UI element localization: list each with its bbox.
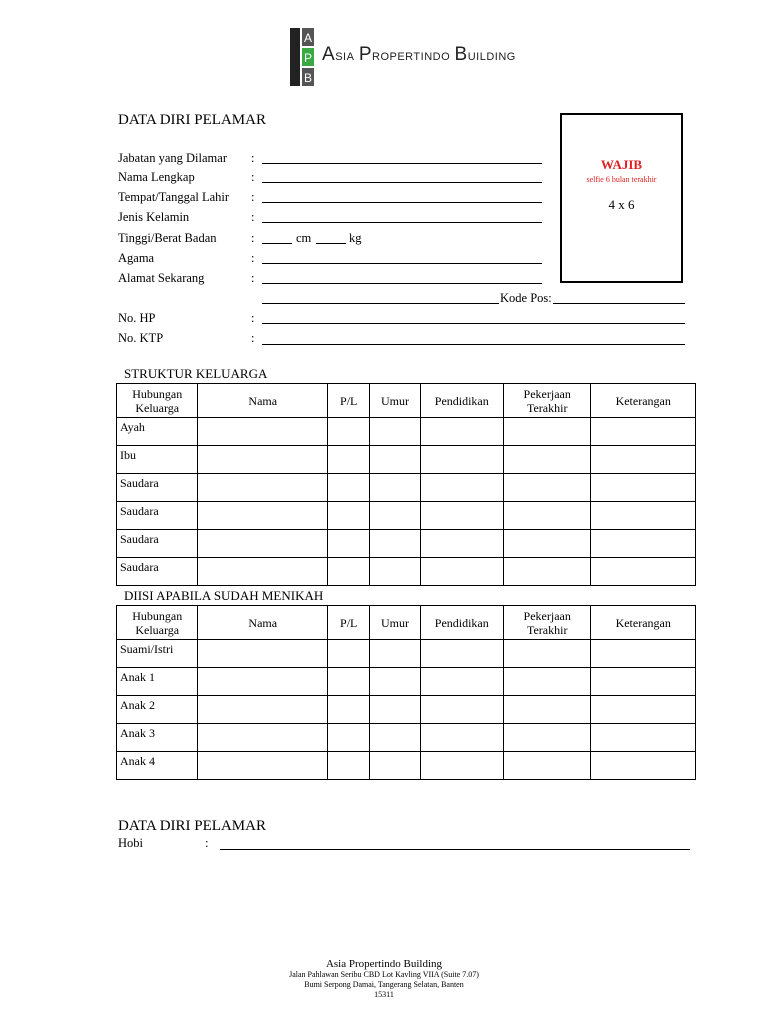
row-label: Anak 1 [117,668,198,696]
column-header: Umur [370,606,420,640]
column-header: Keterangan [591,384,696,418]
cell[interactable] [370,724,420,752]
column-header: Pekerjaan Terakhir [503,384,590,418]
cell[interactable] [420,752,503,780]
cell[interactable] [328,530,370,558]
cell[interactable] [591,418,696,446]
field-colon: : [251,151,255,165]
cm-unit: cm [296,231,312,245]
cell[interactable] [591,752,696,780]
cell[interactable] [591,668,696,696]
table-row [117,474,696,502]
field-colon: : [251,271,255,285]
cell[interactable] [198,474,328,502]
no-hp-field[interactable] [262,323,685,324]
field-label-alamat: Alamat Sekarang [118,271,205,285]
row-label: Suami/Istri [117,640,198,668]
cell[interactable] [328,724,370,752]
footer-address-line: Jalan Pahlawan Seribu CBD Lot Kavling VIIA (Suite 7.07) [289,970,479,979]
table-row [117,446,696,474]
photo-box[interactable] [560,113,683,283]
field-colon: : [251,231,255,245]
table-row [117,752,696,780]
cell[interactable] [328,640,370,668]
field-label-jabatan: Jabatan yang Dilamar [118,151,227,165]
row-label: Saudara [117,502,198,530]
cell[interactable] [370,668,420,696]
married-section-title: DIISI APABILA SUDAH MENIKAH [124,588,324,603]
cell[interactable] [198,668,328,696]
no-ktp-field[interactable] [262,344,685,345]
cell[interactable] [198,752,328,780]
photo-size: 4 x 6 [608,197,635,212]
cell[interactable] [503,668,590,696]
cell[interactable] [370,640,420,668]
family-table [116,383,696,586]
cell[interactable] [328,502,370,530]
column-header: Pendidikan [420,606,503,640]
cell[interactable] [503,724,590,752]
field-label-nama: Nama Lengkap [118,170,195,184]
row-label: Saudara [117,474,198,502]
cell[interactable] [370,752,420,780]
column-header: P/L [328,384,370,418]
company-logo-mark [288,26,318,88]
photo-required-label: WAJIB [600,157,643,172]
cell[interactable] [198,640,328,668]
footer-address-line: Bumi Serpong Damai, Tangerang Selatan, Banten [304,980,464,989]
cell[interactable] [328,696,370,724]
svg-text:A: A [304,31,313,45]
column-header: P/L [328,606,370,640]
footer-postal-code: 15311 [374,990,394,999]
table-row [117,668,696,696]
cell[interactable] [370,474,420,502]
field-colon: : [251,170,255,184]
field-colon: : [205,836,209,850]
field-label-jenis-kelamin: Jenis Kelamin [118,210,190,224]
footer [0,958,768,1000]
field-label-no-ktp: No. KTP [118,331,164,345]
cell[interactable] [591,502,696,530]
row-label: Anak 2 [117,696,198,724]
cell[interactable] [198,724,328,752]
cell[interactable] [503,474,590,502]
field-label-no-hp: No. HP [118,311,156,325]
field-label-hobi: Hobi [118,836,143,850]
cell[interactable] [420,502,503,530]
column-header: Pekerjaan Terakhir [503,606,590,640]
cell[interactable] [328,418,370,446]
cell[interactable] [420,640,503,668]
cell[interactable] [503,530,590,558]
cell[interactable] [370,418,420,446]
jabatan-field[interactable] [262,163,542,164]
footer-company-name: Asia Propertindo Building [325,958,443,970]
cell[interactable] [370,502,420,530]
column-header: Nama [198,606,328,640]
cell[interactable] [503,696,590,724]
field-colon: : [251,311,255,325]
row-label: Anak 3 [117,724,198,752]
jenis-kelamin-field[interactable] [262,222,542,223]
cell[interactable] [420,446,503,474]
cell[interactable] [591,724,696,752]
column-header: Umur [370,384,420,418]
field-label-tinggi-berat: Tinggi/Berat Badan [118,231,217,245]
cell[interactable] [420,668,503,696]
cell[interactable] [591,696,696,724]
cell[interactable] [328,558,370,586]
table-row [117,640,696,668]
hobi-field[interactable] [220,849,690,850]
kode-pos-label: Kode Pos: [500,291,552,305]
cell[interactable] [370,696,420,724]
field-colon: : [251,210,255,224]
cell[interactable] [370,446,420,474]
cell[interactable] [503,418,590,446]
table-row [117,724,696,752]
row-label: Saudara [117,530,198,558]
berat-field[interactable] [316,243,346,244]
svg-text:P: P [304,51,313,65]
column-header: Hubungan Keluarga [117,606,198,640]
cell[interactable] [328,668,370,696]
cell[interactable] [370,558,420,586]
row-label: Saudara [117,558,198,586]
field-label-ttl: Tempat/Tanggal Lahir [118,190,230,204]
cell[interactable] [591,446,696,474]
table-row [117,530,696,558]
agama-field[interactable] [262,263,542,264]
cell[interactable] [503,446,590,474]
field-colon: : [251,251,255,265]
column-header: Hubungan Keluarga [117,384,198,418]
cell[interactable] [591,474,696,502]
cell[interactable] [420,474,503,502]
cell[interactable] [591,530,696,558]
cell[interactable] [420,558,503,586]
second-section-title: DATA DIRI PELAMAR [118,818,266,834]
page-title: DATA DIRI PELAMAR [118,112,266,128]
cell[interactable] [198,530,328,558]
company-name: ASIA PROPERTINDO BUILDING [322,44,516,65]
cell[interactable] [503,752,590,780]
cell[interactable] [420,724,503,752]
table-row [117,502,696,530]
row-label: Ayah [117,418,198,446]
table-row [117,418,696,446]
cell[interactable] [420,696,503,724]
svg-text:B: B [304,71,313,85]
field-colon: : [251,331,255,345]
photo-note: selfie 6 bulan terakhir [586,175,657,184]
table-row [117,696,696,724]
tinggi-field[interactable] [262,243,292,244]
row-label: Anak 4 [117,752,198,780]
nama-field[interactable] [262,182,542,183]
field-colon: : [251,190,255,204]
cell[interactable] [328,752,370,780]
married-table [116,605,696,780]
field-label-agama: Agama [118,251,155,265]
cell[interactable] [198,558,328,586]
cell[interactable] [198,502,328,530]
family-section-title: STRUKTUR KELUARGA [124,366,268,381]
cell[interactable] [198,696,328,724]
cell[interactable] [420,418,503,446]
cell[interactable] [198,446,328,474]
cell[interactable] [370,530,420,558]
cell[interactable] [198,418,328,446]
column-header: Pendidikan [420,384,503,418]
alamat-field-line2[interactable] [262,303,499,304]
cell[interactable] [591,558,696,586]
cell[interactable] [503,502,590,530]
cell[interactable] [503,640,590,668]
cell[interactable] [328,446,370,474]
row-label: Ibu [117,446,198,474]
alamat-field[interactable] [262,283,542,284]
cell[interactable] [591,640,696,668]
ttl-field[interactable] [262,202,542,203]
table-row [117,558,696,586]
column-header: Keterangan [591,606,696,640]
column-header: Nama [198,384,328,418]
cell[interactable] [420,530,503,558]
cell[interactable] [328,474,370,502]
kode-pos-field[interactable] [553,303,685,304]
cell[interactable] [503,558,590,586]
kg-unit: kg [349,231,362,245]
